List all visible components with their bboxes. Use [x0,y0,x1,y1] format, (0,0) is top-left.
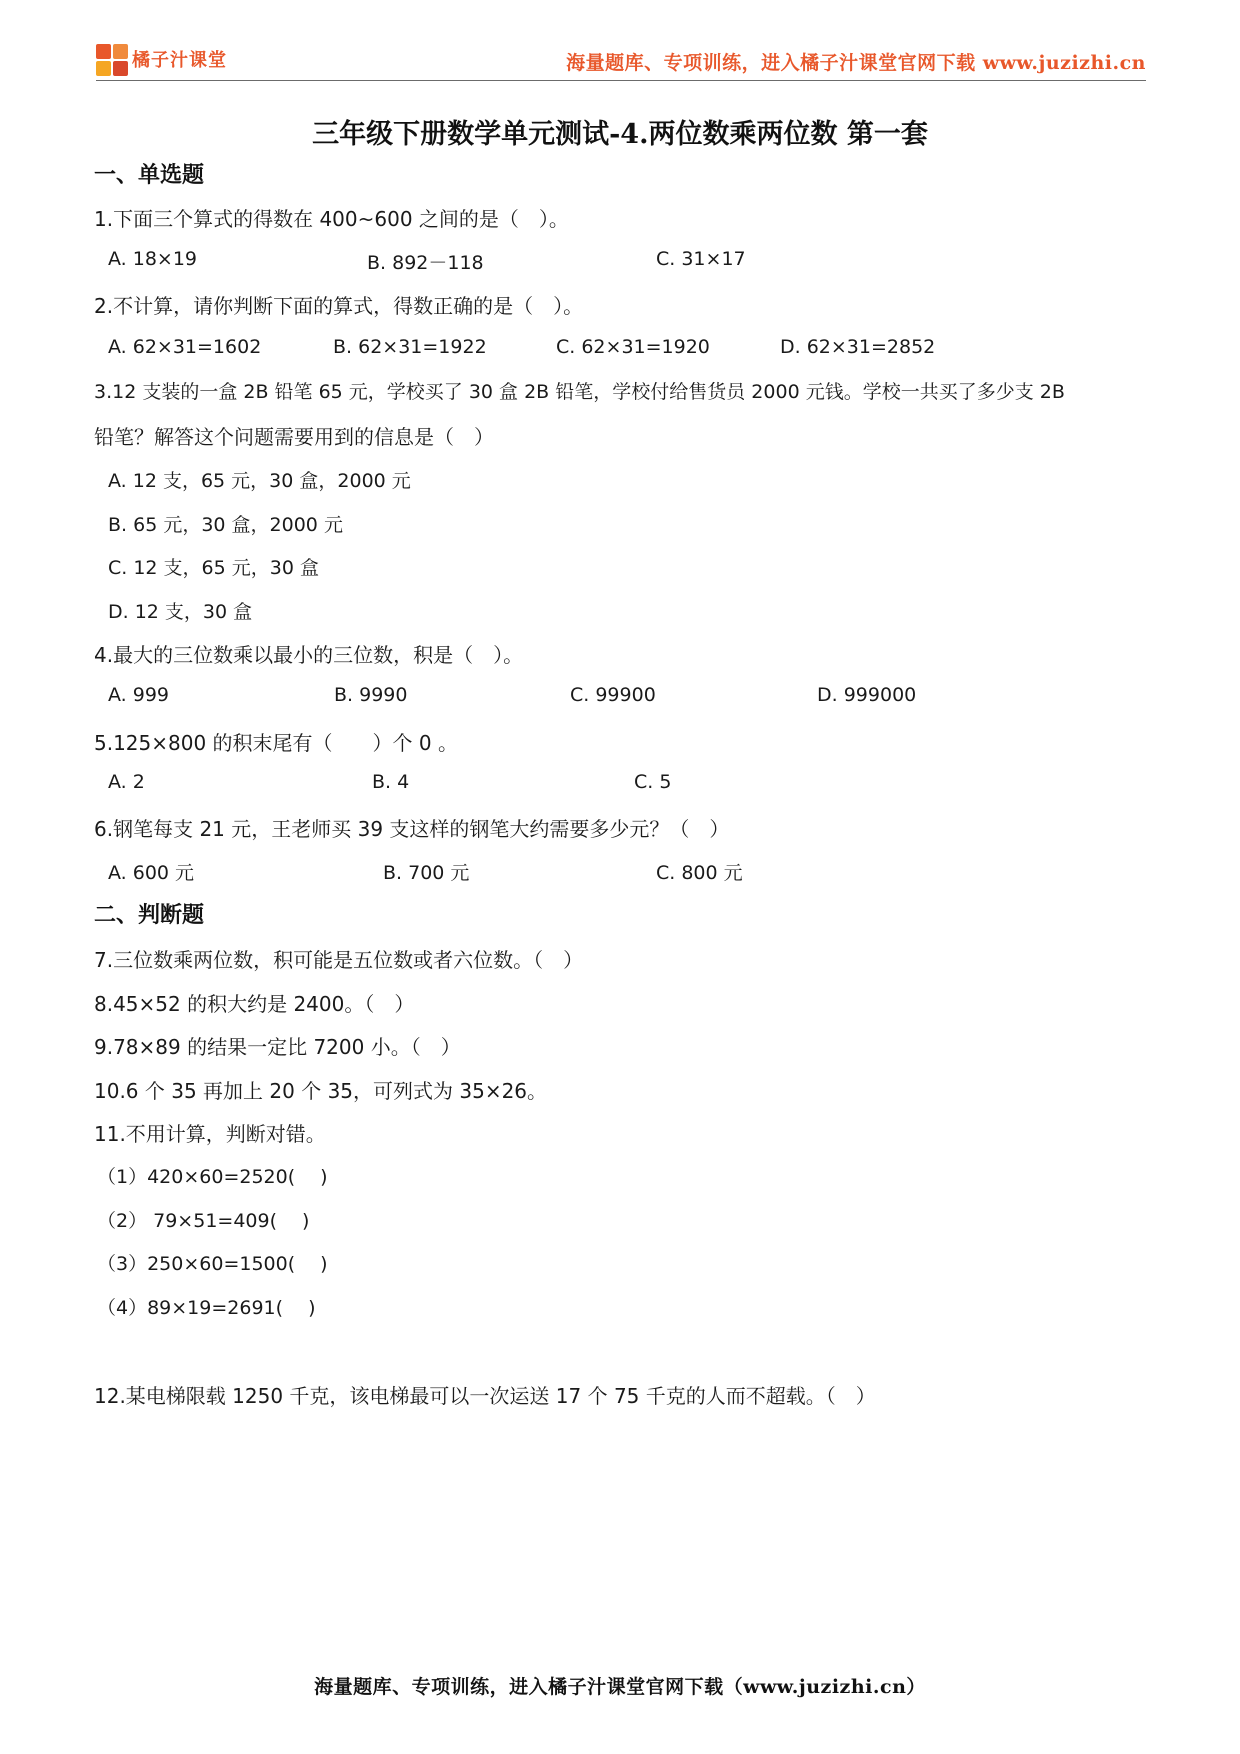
question-5: 5.125×800 的积末尾有（ ）个 0 。 [94,731,458,755]
question-8: 8.45×52 的积大约是 2400。（ ） [94,992,415,1016]
q3-option-d: D. 12 支，30 盒 [108,601,253,623]
question-11-part-1: （1）420×60=2520( ) [97,1166,328,1188]
q2-option-a: A. 62×31=1602 [108,336,262,358]
q4-option-d: D. 999000 [817,684,917,706]
q4-option-c: C. 99900 [570,684,656,706]
q3-option-c: C. 12 支，65 元，30 盒 [108,557,319,579]
q5-option-a: A. 2 [108,771,145,793]
q6-option-c: C. 800 元 [656,862,743,884]
brand-logo [96,44,227,74]
q4-option-b: B. 9990 [334,684,408,706]
question-3-cont: 铅笔？解答这个问题需要用到的信息是（ ） [94,425,494,449]
q3-option-b: B. 65 元，30 盒，2000 元 [108,514,343,536]
section-heading-true-false: 二、判断题 [94,902,205,928]
q2-option-c: C. 62×31=1920 [556,336,710,358]
q3-option-a: A. 12 支，65 元，30 盒，2000 元 [108,470,411,492]
page-footer: 海量题库、专项训练，进入橘子汁课堂官网下载（www.juzizhi.cn） [314,1676,926,1698]
section-heading-single-choice: 一、单选题 [94,162,205,188]
page-header [96,42,1146,81]
q4-option-a: A. 999 [108,684,170,706]
q2-option-b: B. 62×31=1922 [333,336,487,358]
question-10: 10.6 个 35 再加上 20 个 35，可列式为 35×26。 [94,1079,548,1103]
q5-option-c: C. 5 [634,771,672,793]
q1-option-b: B. 892－118 [367,252,484,274]
q5-option-b: B. 4 [372,771,410,793]
question-3: 3.12 支装的一盒 2B 铅笔 65 元，学校买了 30 盒 2B 铅笔，学校付给售货员 2000 元钱。学校一共买了多少支 2B [94,381,1065,403]
question-11: 11.不用计算，判断对错。 [94,1122,326,1146]
q1-option-c: C. 31×17 [656,248,746,270]
q6-option-b: B. 700 元 [383,862,470,884]
question-11-part-3: （3）250×60=1500( ) [97,1253,328,1275]
header-slogan: 海量题库、专项训练，进入橘子汁课堂官网下载 www.juzizhi.cn [566,52,1146,74]
question-2: 2.不计算，请你判断下面的算式，得数正确的是（ ）。 [94,294,584,318]
question-9: 9.78×89 的结果一定比 7200 小。（ ） [94,1035,461,1059]
q1-option-a: A. 18×19 [108,248,198,270]
question-11-part-2: （2） 79×51=409( ) [97,1210,310,1232]
question-12: 12.某电梯限载 1250 千克，该电梯最可以一次运送 17 个 75 千克的人而不超载。（ ） [94,1384,876,1408]
question-7: 7.三位数乘两位数，积可能是五位数或者六位数。（ ） [94,948,584,972]
page-title: 三年级下册数学单元测试-4.两位数乘两位数 第一套 [312,119,928,150]
question-6: 6.钢笔每支 21 元，王老师买 39 支这样的钢笔大约需要多少元？（ ） [94,817,730,841]
q2-option-d: D. 62×31=2852 [780,336,936,358]
brand-name: 橘子汁课堂 [132,50,227,71]
question-11-part-4: （4）89×19=2691( ) [97,1297,316,1319]
q6-option-a: A. 600 元 [108,862,195,884]
question-4: 4.最大的三位数乘以最小的三位数，积是（ ）。 [94,643,524,667]
question-1: 1.下面三个算式的得数在 400~600 之间的是（ ）。 [94,207,569,231]
logo-icon [96,44,126,74]
